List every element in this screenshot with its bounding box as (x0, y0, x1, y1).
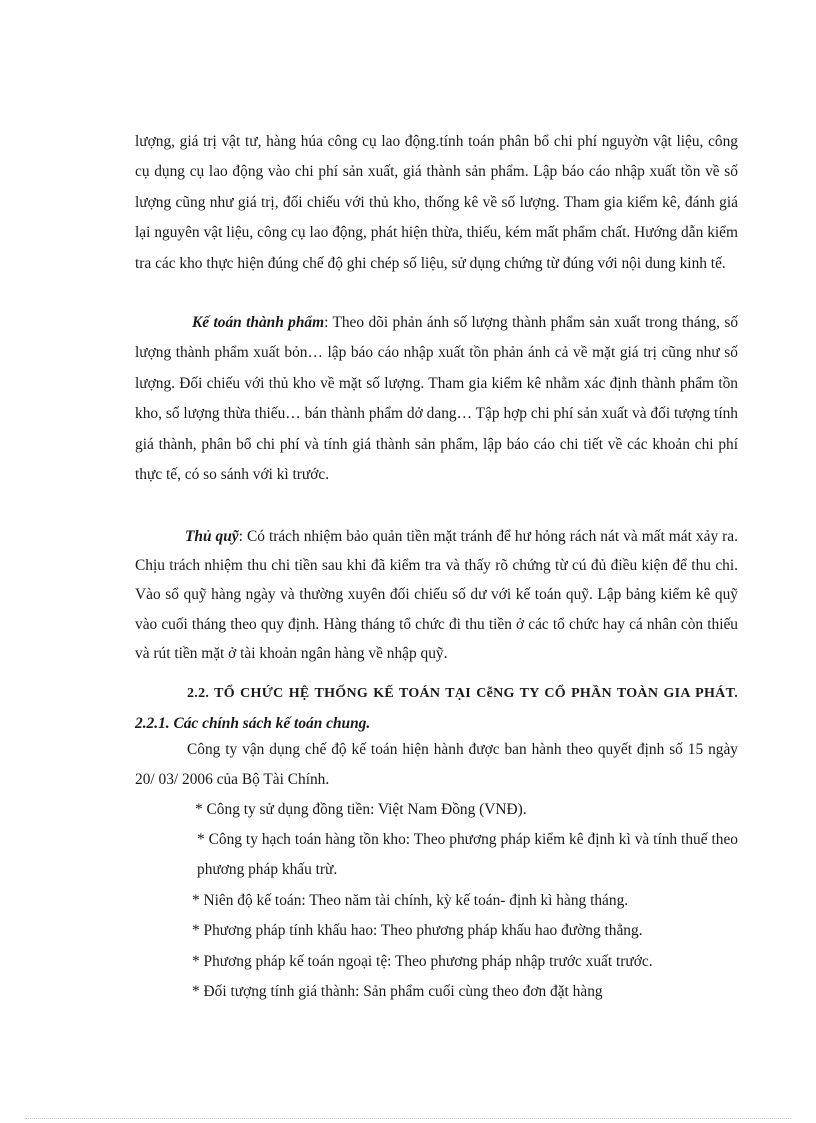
paragraph-cashier (135, 522, 738, 668)
policy-item: * Niên độ kế toán: Theo năm tài chính, kỳ kế toán- định kì hàng tháng. (192, 892, 629, 909)
finished-goods-text: : Theo dõi phản ánh số lượng thành phẩm sản xuất trong tháng, số lượng thành phẩm xuất bỏn… lập báo cáo nhập xuất tồn phản ánh cả về mặt giá trị cũng như số lượng. Đối chiếu với thủ kho về mặt số lượng. Tham gia kiểm kê nhằm xác định thành phẩm tồn kho, số lượng thừa thiếu… bán thành phẩm dở dang… Tập hợp chi phí sản xuất và đối tượng tính giá thành, phân bổ chi phí và tính giá thành sản phẩm, lập báo cáo chi tiết về các khoản chi phí thực tế, có so sánh với kì trước. (135, 314, 739, 484)
policy-item: * Phương pháp kế toán ngoại tệ: Theo phương pháp nhập trước xuất trước. (192, 953, 653, 970)
section-subheading: 2.2.1. Các chính sách kế toán chung. (135, 715, 371, 733)
paragraph-regime-text: Công ty vận dụng chế độ kế toán hiện hành được ban hành theo quyết định số 15 ngày 20/ 03/ 2006 của Bộ Tài Chính. (135, 741, 738, 789)
paragraph-finished-goods (135, 308, 738, 490)
cashier-label: Thủ quỹ (185, 528, 239, 545)
policy-item: * Công ty sử dụng đồng tiền: Việt Nam Đồng (VNĐ). (195, 801, 527, 818)
paragraph-inventory (135, 127, 738, 279)
paragraph-regime (135, 735, 738, 796)
policy-item: * Công ty hạch toán hàng tồn kho: Theo phương pháp kiểm kê định kì và tính thuế theo phương pháp khấu trừ. (197, 831, 738, 879)
cashier-text: : Có trách nhiệm bảo quản tiền mặt tránh để hư hỏng rách nát và mất mát xảy ra. Chịu trách nhiệm thu chi tiền sau khi đã kiểm tra và thấy rõ chứng từ cú đủ điều kiện để thu chi. Vào sổ quỹ hàng ngày và thường xuyên đối chiếu số dư với kế toán quỹ. Lập bảng kiểm kê quỹ vào cuối tháng theo quy định. Hàng tháng tổ chức đi thu tiền ở các tổ chức hay cá nhân còn thiếu và rút tiền mặt ở tài khoản ngân hàng về nhập quỹ. (135, 528, 738, 662)
page-bottom-divider (25, 1118, 791, 1119)
section-heading-title: 2.2. TỔ CHỨC HỆ THỐNG KẾ TOÁN TẠI CễNG TY CỔ PHẦN TOÀN GIA PHÁT. (187, 686, 738, 701)
finished-goods-label: Kế toán thành phẩm (192, 314, 325, 331)
section-heading (135, 678, 738, 740)
policy-item: * Đối tượng tính giá thành: Sản phẩm cuối cùng theo đơn đặt hàng (192, 983, 603, 1000)
policy-item: * Phương pháp tính khấu hao: Theo phương pháp khấu hao đường thẳng. (192, 922, 643, 939)
paragraph-inventory-text: lượng, giá trị vật tư, hàng húa công cụ lao động.tính toán phân bổ chi phí nguyờn vật liệu, công cụ dụng cụ lao động vào chi phí sản xuất, giá thành sản phẩm. Lập báo cáo nhập xuất tồn về số lượng cũng như giá trị, đối chiếu với thủ kho, thống kê về số lượng. Tham gia kiểm kê, đánh giá lại nguyên vật liệu, công cụ lao động, phát hiện thừa, thiếu, kém mất phẩm chất. Hướng dẫn kiểm tra các kho thực hiện đúng chế độ ghi chép số liệu, sử dụng chứng từ đúng với nội dung kinh tế. (135, 133, 738, 272)
